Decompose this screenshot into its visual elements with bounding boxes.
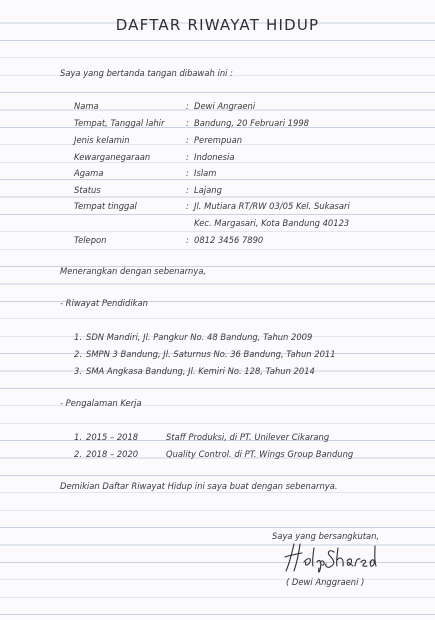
value-tempat-tinggal-line2: Kec. Margasari, Kota Bandung 40123 bbox=[194, 218, 350, 228]
work-description: Quality Control. di PT. Wings Group Bandung bbox=[166, 449, 354, 459]
list-number: 2. bbox=[74, 449, 82, 459]
label-kewarganegaraan: Kewarganegaraan bbox=[74, 152, 151, 162]
list-item: SMA Angkasa Bandung, Jl. Kemiri No. 128, Tahun 2014 bbox=[86, 366, 315, 376]
label-ttl: Tempat, Tanggal lahir bbox=[74, 118, 165, 128]
colon: : bbox=[186, 152, 189, 162]
label-tempat-tinggal: Tempat tinggal bbox=[74, 201, 137, 211]
closing-text: Demikian Daftar Riwayat Hidup ini saya buat dengan sebenarnya. bbox=[60, 481, 338, 491]
colon: : bbox=[186, 118, 189, 128]
value-agama: Islam bbox=[194, 168, 217, 178]
colon: : bbox=[186, 201, 189, 211]
list-item: SMPN 3 Bandung, Jl. Saturnus No. 36 Bandung, Tahun 2011 bbox=[86, 349, 336, 359]
colon: : bbox=[186, 168, 189, 178]
label-agama: Agama bbox=[74, 168, 104, 178]
label-nama: Nama bbox=[74, 101, 99, 111]
colon: : bbox=[186, 185, 189, 195]
page-title: DAFTAR RIWAYAT HIDUP bbox=[115, 16, 320, 34]
intro-text: Saya yang bertanda tangan dibawah ini : bbox=[60, 68, 233, 78]
colon: : bbox=[186, 235, 189, 245]
signoff-text: Saya yang bersangkutan, bbox=[272, 531, 380, 541]
work-period: 2018 – 2020 bbox=[86, 449, 139, 459]
value-ttl: Bandung, 20 Februari 1998 bbox=[194, 118, 309, 128]
statement-text: Menerangkan dengan sebenarnya, bbox=[60, 266, 207, 276]
value-telepon: 0812 3456 7890 bbox=[194, 235, 264, 245]
signature-image bbox=[282, 540, 382, 574]
work-period: 2015 – 2018 bbox=[86, 432, 139, 442]
colon: : bbox=[186, 135, 189, 145]
work-description: Staff Produksi, di PT. Unilever Cikarang bbox=[166, 432, 330, 442]
colon: : bbox=[186, 101, 189, 111]
value-tempat-tinggal: Jl. Mutiara RT/RW 03/05 Kel. Sukasari bbox=[194, 201, 350, 211]
list-item: SDN Mandiri, Jl. Pangkur No. 48 Bandung, Tahun 2009 bbox=[86, 332, 313, 342]
experience-heading: - Pengalaman Kerja bbox=[60, 398, 142, 408]
value-status: Lajang bbox=[194, 185, 222, 195]
value-nama: Dewi Angraeni bbox=[194, 101, 256, 111]
value-jenis-kelamin: Perempuan bbox=[194, 135, 243, 145]
education-heading: - Riwayat Pendidikan bbox=[60, 298, 148, 308]
label-status: Status bbox=[74, 185, 101, 195]
value-kewarganegaraan: Indonesia bbox=[194, 152, 235, 162]
list-number: 1. bbox=[74, 332, 82, 342]
label-jenis-kelamin: Jenis kelamin bbox=[74, 135, 130, 145]
label-telepon: Telepon bbox=[74, 235, 107, 245]
signature-name: ( Dewi Anggraeni ) bbox=[286, 577, 365, 587]
list-number: 1. bbox=[74, 432, 82, 442]
list-number: 2. bbox=[74, 349, 82, 359]
list-number: 3. bbox=[74, 366, 82, 376]
